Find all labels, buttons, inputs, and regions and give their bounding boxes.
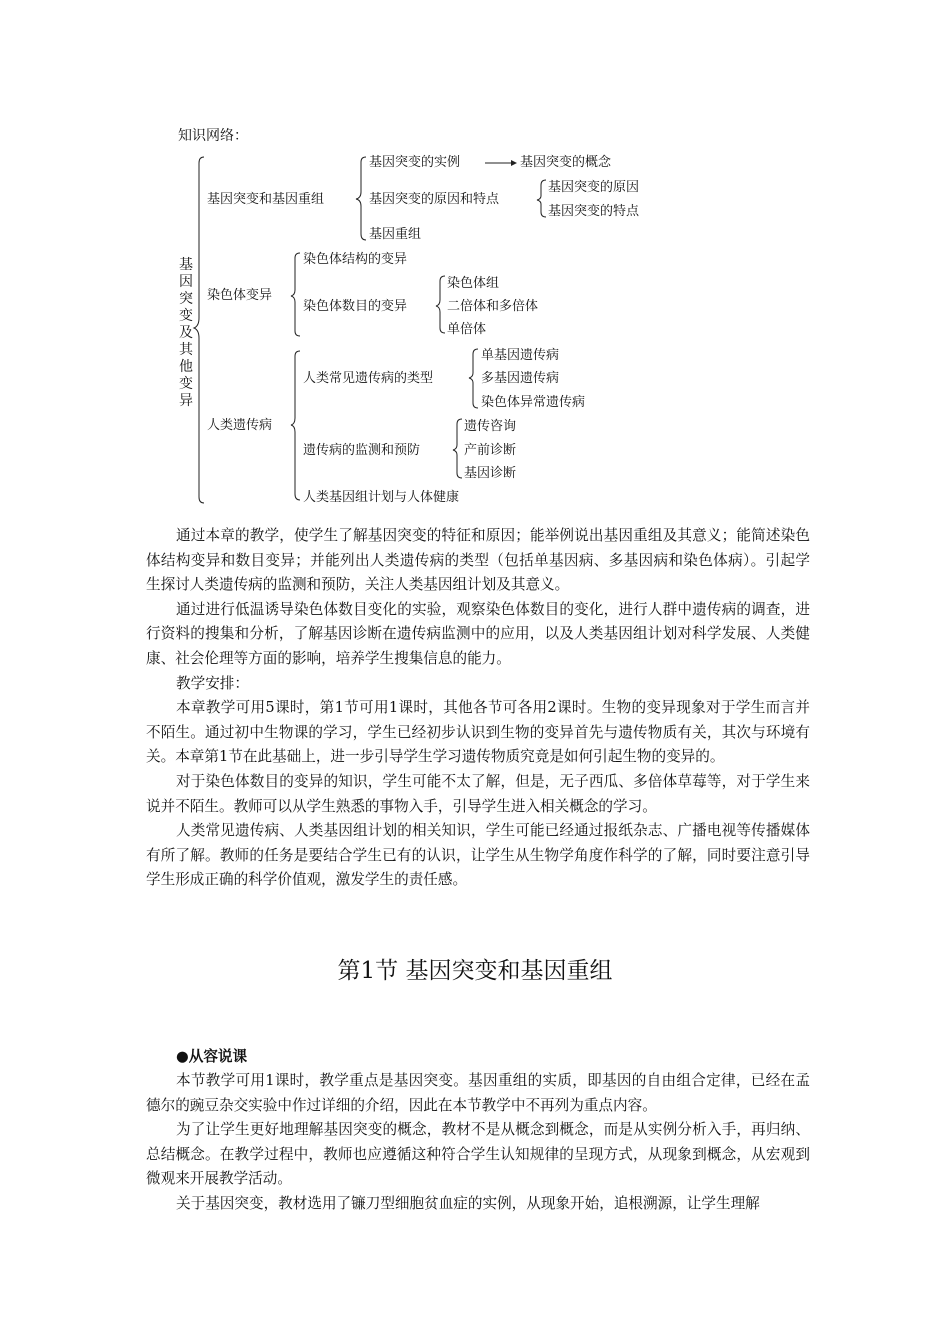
knowledge-tree xyxy=(0,0,950,520)
paragraph: 通过本章的教学，使学生了解基因突变的特征和原因；能举例说出基因重组及其意义；能简述染色体结构变异和数目变异；并能列出人类遗传病的类型（包括单基因病、多基因病和染色体病）。引起学生探讨人类遗传病的监测和预防，关注人类基因组计划及其意义。 xyxy=(146,527,810,594)
knowledge-network-label: 知识网络： xyxy=(178,128,248,144)
paragraph: 教学安排： xyxy=(176,674,249,692)
tree-node: 二倍体和多倍体 xyxy=(447,299,539,314)
tree-node: 基因突变的特点 xyxy=(548,204,640,219)
b3-c2-bracket xyxy=(453,419,462,478)
tree-root-vertical: 基 因 突 变 及 其 他 变 异 xyxy=(179,257,193,409)
paragraph: 本章教学可用5课时，第1节可用1课时，其他各节可各用2课时。生物的变异现象对于学生而言并不陌生。通过初中生物课的学习，学生已经初步认识到生物的变异首先与遗传物质有关，其次与环境有关。本章第1节在此基础上，进一步引导学生学习遗传物质究竟是如何引起生物的变异的。 xyxy=(146,699,810,766)
tree-node: 多基因遗传病 xyxy=(481,371,560,386)
tree-node: 基因突变的原因和特点 xyxy=(369,192,500,207)
tree-node: 染色体结构的变异 xyxy=(303,252,408,267)
paragraph: 为了让学生更好地理解基因突变的概念，教材不是从概念到概念，而是从实例分析入手，再归纳、总结概念。在教学过程中，教师也应遵循这种符合学生认知规律的呈现方式，从现象到概念，从宏观到微观来开展教学活动。 xyxy=(146,1121,810,1188)
tree-node: 基因重组 xyxy=(369,227,422,242)
b3-bracket xyxy=(291,351,300,500)
root-bracket xyxy=(194,157,204,503)
b3-c1-bracket xyxy=(469,349,478,408)
tree-node: 单基因遗传病 xyxy=(481,348,560,363)
tree-node: 染色体异常遗传病 xyxy=(481,395,586,410)
tree-node: 基因突变的概念 xyxy=(520,155,612,170)
body-text-bottom xyxy=(146,1069,810,1217)
paragraph: 本节教学可用1课时，教学重点是基因突变。基因重组的实质，即基因的自由组合定律，已经在孟德尔的豌豆杂交实验中作过详细的介绍，因此在本节教学中不再列为重点内容。 xyxy=(146,1072,810,1114)
tree-node: 基因诊断 xyxy=(464,466,517,481)
subheading: ●从容说课 xyxy=(176,1048,248,1065)
arrow-head-icon xyxy=(511,160,517,166)
tree-node: 人类遗传病 xyxy=(207,418,273,433)
tree-node: 基因突变和基因重组 xyxy=(207,192,325,207)
b2-bracket xyxy=(291,253,300,336)
tree-node: 遗传病的监测和预防 xyxy=(303,443,421,458)
tree-node: 人类基因组计划与人体健康 xyxy=(303,490,460,505)
body-text-top xyxy=(146,524,810,893)
paragraph: 对于染色体数目的变异的知识，学生可能不太了解，但是，无子西瓜、多倍体草莓等，对于学生来说并不陌生。教师可以从学生熟悉的事物入手，引导学生进入相关概念的学习。 xyxy=(146,772,810,815)
tree-node: 染色体变异 xyxy=(207,288,273,303)
tree-node: 单倍体 xyxy=(447,322,487,337)
tree-node: 染色体数目的变异 xyxy=(303,299,408,314)
b2-c2-bracket xyxy=(436,276,445,333)
b1-c2-bracket xyxy=(537,180,546,217)
paragraph: 人类常见遗传病、人类基因组计划的相关知识，学生可能已经通过报纸杂志、广播电视等传播媒体有所了解。教师的任务是要结合学生已有的认识，让学生从生物学角度作科学的了解，同时要注意引导学生形成正确的科学价值观，激发学生的责任感。 xyxy=(146,822,810,889)
b1-bracket xyxy=(356,157,366,240)
tree-node: 产前诊断 xyxy=(464,443,517,458)
paragraph: 通过进行低温诱导染色体数目变化的实验，观察染色体数目的变化，进行人群中遗传病的调查，进行资料的搜集和分析，了解基因诊断在遗传病监测中的应用，以及人类基因组计划对科学发展、人类健康、社会伦理等方面的影响，培养学生搜集信息的能力。 xyxy=(146,600,810,667)
tree-node: 基因突变的原因 xyxy=(548,180,640,195)
tree-node: 染色体组 xyxy=(447,276,500,291)
tree-node: 人类常见遗传病的类型 xyxy=(303,371,434,386)
section-title: 第1节 基因突变和基因重组 xyxy=(337,958,613,984)
tree-brackets xyxy=(0,0,950,520)
tree-node: 遗传咨询 xyxy=(464,419,517,434)
tree-node: 基因突变的实例 xyxy=(369,155,461,170)
paragraph: 关于基因突变，教材选用了镰刀型细胞贫血症的实例，从现象开始，追根溯源，让学生理解 xyxy=(176,1194,760,1212)
